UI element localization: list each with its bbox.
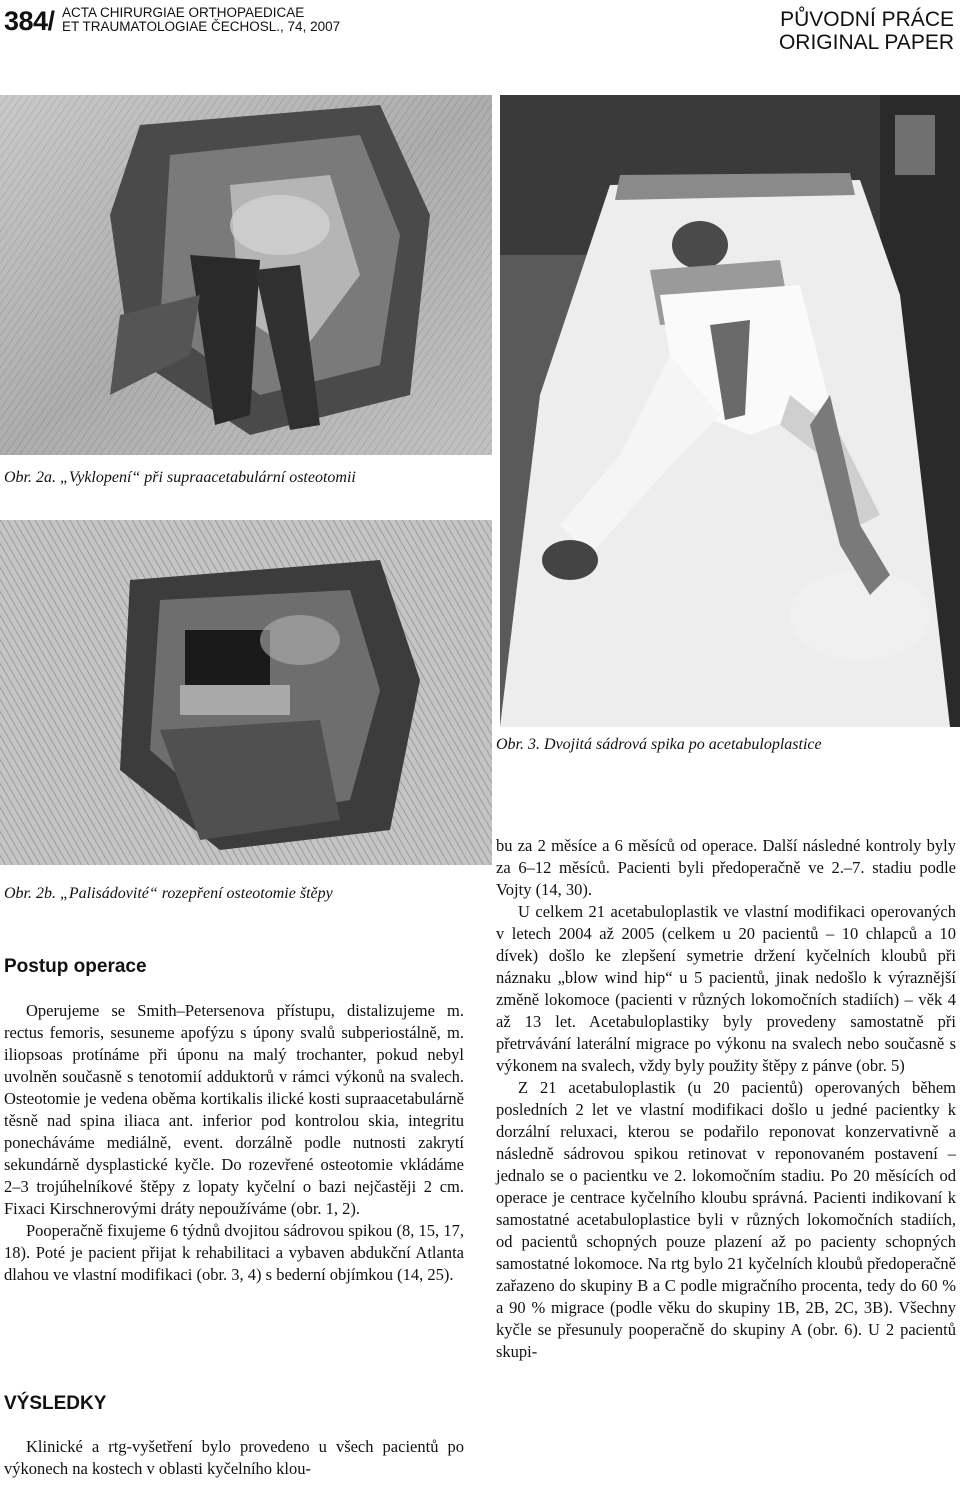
figure-2a-caption: Obr. 2a. „Vyklopení“ při supraacetabulární osteotomii [4, 469, 356, 486]
figure-2a-photo [0, 95, 492, 455]
section-line-2: ORIGINAL PAPER [778, 31, 954, 54]
figure-3-caption: Obr. 3. Dvojitá sádrová spika po acetabuloplastice [496, 736, 822, 753]
page-number: 384/ [4, 6, 55, 36]
section-line-1: PŮVODNÍ PRÁCE [780, 8, 954, 31]
col2-paragraph-1: U celkem 21 acetabuloplastik ve vlastní modifikaci operovaných v letech 2004 až 2005 (celkem u 20 pacientů – 10 chlapců a 10 dívek) došlo ke zlepšení symetrie držení kyčelních kloubů při náznaku „blow wind hip“ u 5 pacientů, jinak nedošlo k výraznější změně lokomoce (pacienti v různých lokomočních stadiích) – věk 4 až 13 let. Acetabuloplastiky byly provedeny samostatně při přetrvávání laterální migrace po výkonu na svalech nebo současně s výkonem na svalech, vždy byly použity štěpy z pánve (obr. 5) [496, 902, 956, 1075]
col2-paragraph-0: bu za 2 měsíce a 6 měsíců od operace. Další následné kontroly byly za 6–12 měsíců. Pacienti byli předoperačně ve 2.–7. stadiu podle Vojty (14, 30). [496, 836, 956, 899]
heading-vysledky: VÝSLEDKY [4, 1393, 107, 1414]
figure-3-photo [500, 95, 960, 727]
postup-paragraph-2: Pooperačně fixujeme 6 týdnů dvojitou sádrovou spikou (8, 15, 17, 18). Poté je pacient přijat k rehabilitaci a vybaven abdukční Atlanta dlahou ve vlastní modifikaci (obr. 3, 4) s bederní objímkou (14, 25). [4, 1221, 464, 1284]
heading-postup-operace: Postup operace [4, 956, 147, 977]
col2-paragraph-2: Z 21 acetabuloplastik (u 20 pacientů) operovaných během posledních 2 let ve vlastní modifikaci došlo u jedné pacientky k dorzální reluxaci, kterou se podařilo reponovat konzervativně a následně sádrovou spikou retinovat v reponovaném postavení – jednalo se o pacientku ve 2. lokomočním stadiu. Po 20 měsících od operace je centrace kyčelního kloubu správná. Pacienti indikovaní k samostatné acetabuloplastice byli v různých lokomočních stadiích, od pacientů schopných pouze plazení až po pacienty schopných samostatné lokomoce. Na rtg bylo 21 kyčelních kloubů předoperačně zařazeno do skupiny B a C podle migračního procenta, tedy do 60 % a 90 % migrace (podle věku do skupiny 1B, 2B, 2C, 3B). Všechny kyčle se přesunuly pooperačně do skupiny A (obr. 6). U 2 pacientů skupi- [496, 1078, 956, 1361]
right-column-body [496, 835, 956, 1363]
journal-line-1: ACTA CHIRURGIAE ORTHOPAEDICAE [62, 5, 305, 20]
journal-line-2: ET TRAUMATOLOGIAE ČECHOSL., 74, 2007 [62, 19, 341, 34]
vysledky-paragraph-1: Klinické a rtg-vyšetření bylo provedeno u všech pacientů po výkonech na kostech v oblasti kyčelního klou- [4, 1437, 464, 1478]
vysledky-body [4, 1436, 464, 1480]
figure-2b-photo [0, 520, 492, 865]
postup-paragraph-1: Operujeme se Smith–Petersenova přístupu, distalizujeme m. rectus femoris, sesuneme apofýzu s úpony svalů subperiostálně, m. iliopsoas protínáme při úponu na malý trochanter, pokud nebyl uvolněn současně s tenotomií adduktorů v rámci výkonů na svalech. Osteotomie je vedena oběma kortikalis ilické kosti supraacetabulárně těsně nad spina iliaca ant. inferior pod kontrolou skia, integritu ponecháváme mediálně, event. dorzálně podle nutnosti zakrytí sekundárně dysplastické kyčle. Do rozevřené osteotomie vkládáme 2–3 trojúhelníkové štěpy z lopaty kyčelní o bazi nejčastěji 2 cm. Fixaci Kirschnerovými dráty nepoužíváme (obr. 1, 2). [4, 1001, 464, 1218]
figure-2b-caption: Obr. 2b. „Palisádovité“ rozepření osteotomie štěpy [4, 885, 333, 902]
section-label [779, 8, 954, 54]
journal-title [62, 6, 340, 34]
postup-body [4, 1000, 464, 1286]
